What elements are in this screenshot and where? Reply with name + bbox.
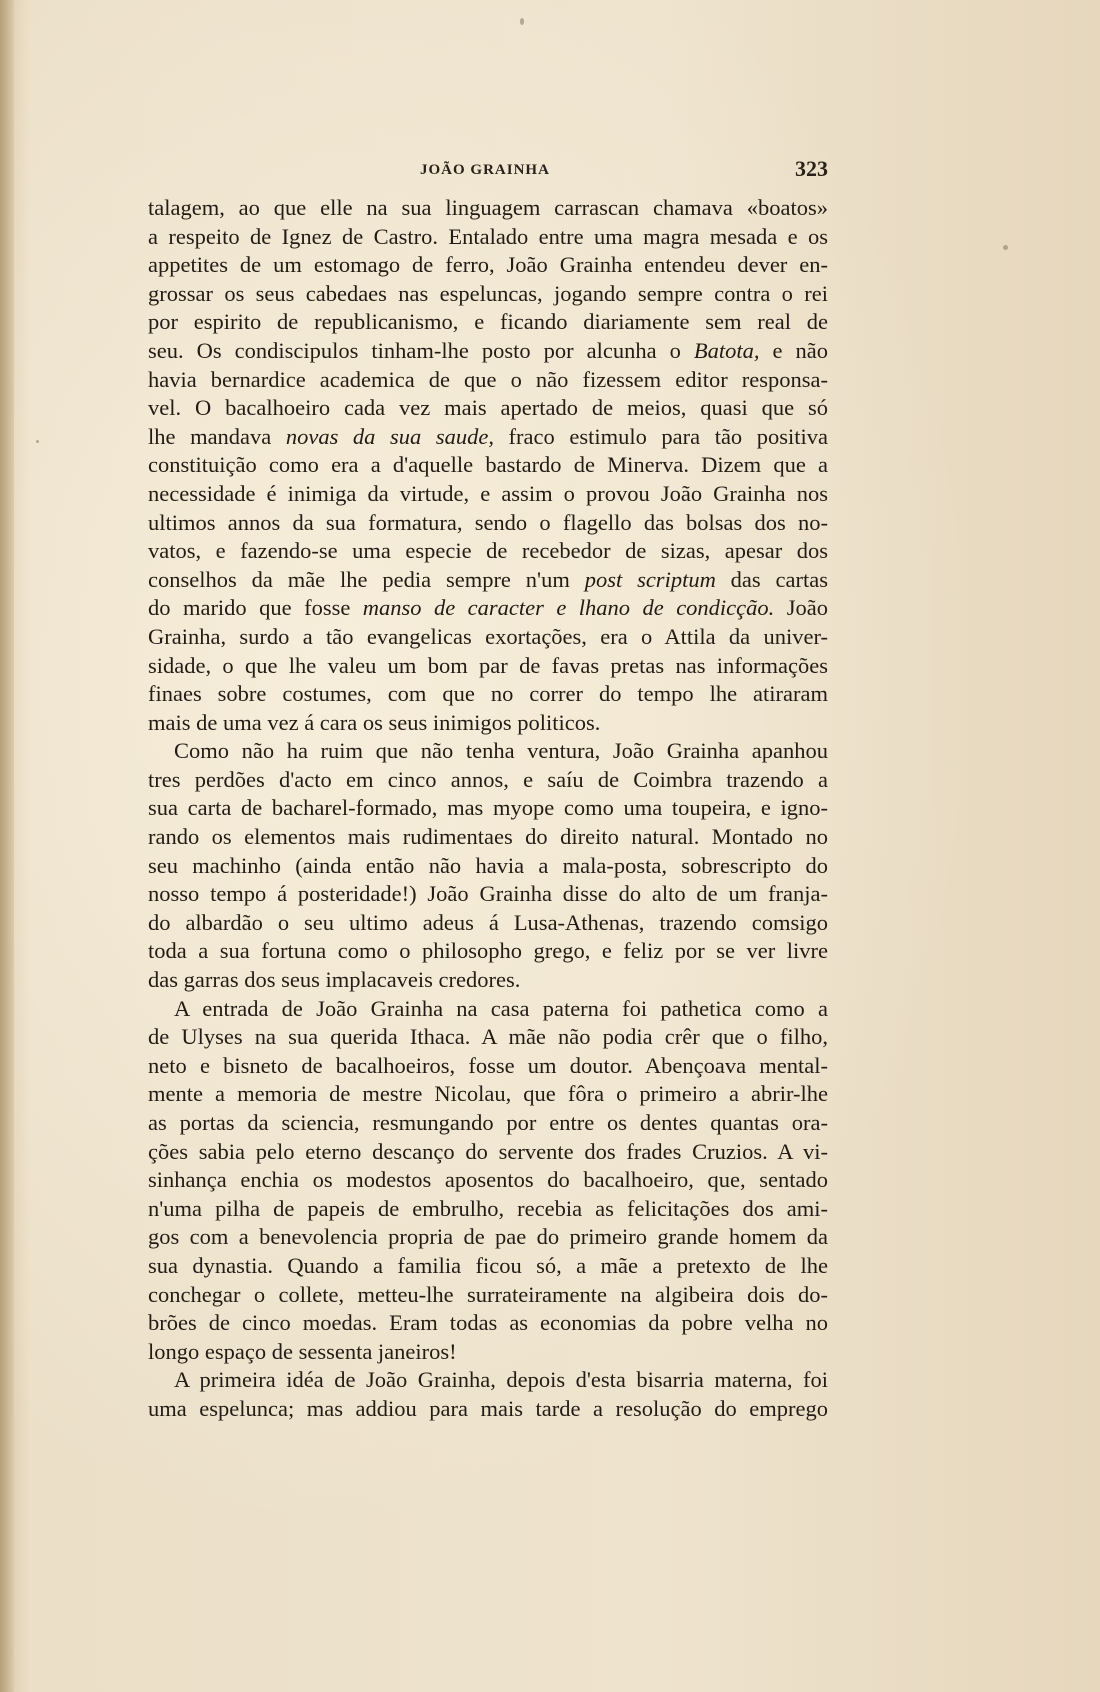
text-run: mente a memoria de mestre Nicolau, que fôra o primeiro a abrir-lhe bbox=[148, 1081, 828, 1107]
text-line bbox=[148, 1166, 828, 1195]
text-line bbox=[148, 623, 828, 652]
text-line bbox=[148, 680, 828, 709]
text-run: por espirito de republicanismo, e ficando diariamente sem real de bbox=[148, 309, 828, 335]
text-line bbox=[148, 366, 828, 395]
text-line bbox=[148, 909, 828, 938]
text-line bbox=[148, 509, 828, 538]
body-text bbox=[148, 194, 828, 1424]
text-run: sua carta de bacharel-formado, mas myope como uma toupeira, e igno- bbox=[148, 795, 828, 821]
text-run: toda a sua fortuna como o philosopho grego, e feliz por se ver livre bbox=[148, 938, 828, 964]
text-run: das garras dos seus implacaveis credores. bbox=[148, 967, 521, 993]
italic-phrase: manso de caracter e lhano de condicção. bbox=[362, 595, 775, 621]
running-title: JOÃO GRAINHA bbox=[420, 162, 550, 178]
text-run: necessidade é inimiga da virtude, e assim o provou João Grainha nos bbox=[148, 480, 828, 506]
text-line bbox=[148, 966, 828, 995]
text-run: A primeira idéa de João Grainha, depois d'esta bisarria materna, foi bbox=[174, 1367, 828, 1393]
text-line bbox=[148, 423, 828, 452]
text-line bbox=[148, 652, 828, 681]
text-line bbox=[148, 794, 828, 823]
text-line bbox=[148, 852, 828, 881]
text-line bbox=[148, 1395, 828, 1424]
text-run: vel. O bacalhoeiro cada vez mais apertado de meios, quasi que só bbox=[148, 395, 828, 421]
text-run: constituição como era a d'aquelle bastardo de Minerva. Dizem que a bbox=[148, 452, 828, 478]
text-line bbox=[148, 1195, 828, 1224]
text-line bbox=[148, 566, 828, 595]
text-line bbox=[148, 937, 828, 966]
text-run: sinhança enchia os modestos aposentos do bacalhoeiro, que, sentado bbox=[148, 1167, 828, 1193]
text-line bbox=[148, 1223, 828, 1252]
text-line bbox=[148, 1023, 828, 1052]
text-line bbox=[148, 480, 828, 509]
text-line bbox=[148, 766, 828, 795]
text-run: vatos, e fazendo-se uma especie de recebedor de sizas, apesar dos bbox=[148, 538, 828, 564]
text-run: uma espelunca; mas addiou para mais tarde a resolução do emprego bbox=[148, 1395, 828, 1421]
text-line bbox=[148, 223, 828, 252]
text-run: do albardão o seu ultimo adeus á Lusa-Athenas, trazendo comsigo bbox=[148, 909, 828, 935]
text-line bbox=[148, 451, 828, 480]
text-run: sua dynastia. Quando a familia ficou só, a mãe a pretexto de lhe bbox=[148, 1252, 828, 1278]
text-run: brões de cinco moedas. Eram todas as economias da pobre velha no bbox=[148, 1310, 828, 1336]
text-run: João bbox=[774, 595, 828, 621]
text-run: ções sabia pelo eterno descanço do servente dos frades Cruzios. A vi- bbox=[148, 1138, 828, 1164]
text-line bbox=[148, 823, 828, 852]
text-line bbox=[148, 337, 828, 366]
text-line bbox=[148, 251, 828, 280]
page-number: 323 bbox=[795, 156, 828, 181]
text-line bbox=[148, 394, 828, 423]
text-run: Como não ha ruim que não tenha ventura, João Grainha apanhou bbox=[174, 738, 828, 764]
text-run: e não bbox=[759, 337, 828, 363]
text-line bbox=[148, 537, 828, 566]
text-run: gos com a benevolencia propria de pae do primeiro grande homem da bbox=[148, 1224, 828, 1250]
text-run: neto e bisneto de bacalhoeiros, fosse um doutor. Abençoava mental- bbox=[148, 1052, 828, 1078]
text-run: tres perdões d'acto em cinco annos, e saíu de Coimbra trazendo a bbox=[148, 766, 828, 792]
italic-phrase: post scriptum bbox=[584, 566, 716, 592]
text-run: do marido que fosse bbox=[148, 595, 363, 621]
text-run: mais de uma vez á cara os seus inimigos politicos. bbox=[148, 709, 601, 735]
text-line bbox=[148, 1366, 828, 1395]
text-run: talagem, ao que elle na sua linguagem carrascan chamava «boatos» bbox=[148, 195, 828, 220]
text-line bbox=[148, 709, 828, 738]
text-run: A entrada de João Grainha na casa paterna foi pathetica como a bbox=[174, 995, 828, 1021]
paper-speck bbox=[1003, 245, 1008, 250]
text-run: grossar os seus cabedaes nas espeluncas, jogando sempre contra o rei bbox=[148, 280, 828, 306]
text-line bbox=[148, 1080, 828, 1109]
italic-phrase: Batota, bbox=[693, 337, 760, 363]
text-line bbox=[148, 194, 828, 223]
text-run: havia bernardice academica de que o não fizessem editor responsa- bbox=[148, 366, 828, 392]
text-run: ultimos annos da sua formatura, sendo o flagello das bolsas dos no- bbox=[148, 509, 828, 535]
page-gutter bbox=[0, 0, 14, 1692]
text-line bbox=[148, 1109, 828, 1138]
text-run: das cartas bbox=[715, 566, 828, 592]
text-line bbox=[148, 1281, 828, 1310]
text-run: conselhos da mãe lhe pedia sempre n'um bbox=[148, 566, 585, 592]
text-line bbox=[148, 594, 828, 623]
text-run: conchegar o collete, metteu-lhe surrateiramente na algibeira dois do- bbox=[148, 1281, 828, 1307]
text-run: seu machinho (ainda então não havia a mala-posta, sobrescripto do bbox=[148, 852, 828, 878]
text-run: longo espaço de sessenta janeiros! bbox=[148, 1338, 457, 1364]
text-run: rando os elementos mais rudimentaes do direito natural. Montado no bbox=[148, 824, 828, 850]
text-run: lhe mandava bbox=[148, 423, 286, 449]
italic-phrase: novas da sua saude, bbox=[285, 423, 494, 449]
text-line bbox=[148, 1252, 828, 1281]
text-run: seu. Os condiscipulos tinham-lhe posto por alcunha o bbox=[148, 337, 694, 363]
text-line bbox=[148, 308, 828, 337]
text-run: de Ulyses na sua querida Ithaca. A mãe não podia crêr que o filho, bbox=[148, 1024, 828, 1050]
text-run: as portas da sciencia, resmungando por entre os dentes quantas ora- bbox=[148, 1110, 828, 1135]
text-run: nosso tempo á posteridade!) João Grainha disse do alto de um franja- bbox=[148, 881, 828, 907]
text-run: n'uma pilha de papeis de embrulho, recebia as felicitações dos ami- bbox=[148, 1195, 828, 1221]
text-line bbox=[148, 737, 828, 766]
text-line bbox=[148, 1309, 828, 1338]
paper-speck bbox=[520, 18, 524, 25]
text-line bbox=[148, 280, 828, 309]
text-run: Grainha, surdo a tão evangelicas exortações, era o Attila da univer- bbox=[148, 623, 828, 649]
text-line bbox=[148, 1138, 828, 1167]
text-line bbox=[148, 1052, 828, 1081]
text-run: appetites de um estomago de ferro, João Grainha entendeu dever en- bbox=[148, 252, 828, 278]
page-header bbox=[148, 156, 828, 186]
text-line bbox=[148, 995, 828, 1024]
text-line bbox=[148, 1338, 828, 1367]
text-line bbox=[148, 880, 828, 909]
text-run: finaes sobre costumes, com que no correr do tempo lhe atiraram bbox=[148, 681, 828, 707]
text-run: a respeito de Ignez de Castro. Entalado entre uma magra mesada e os bbox=[148, 223, 828, 249]
text-run: fraco estimulo para tão positiva bbox=[493, 423, 829, 449]
text-run: sidade, o que lhe valeu um bom par de favas pretas nas informações bbox=[148, 652, 828, 678]
paper-speck bbox=[36, 440, 39, 443]
